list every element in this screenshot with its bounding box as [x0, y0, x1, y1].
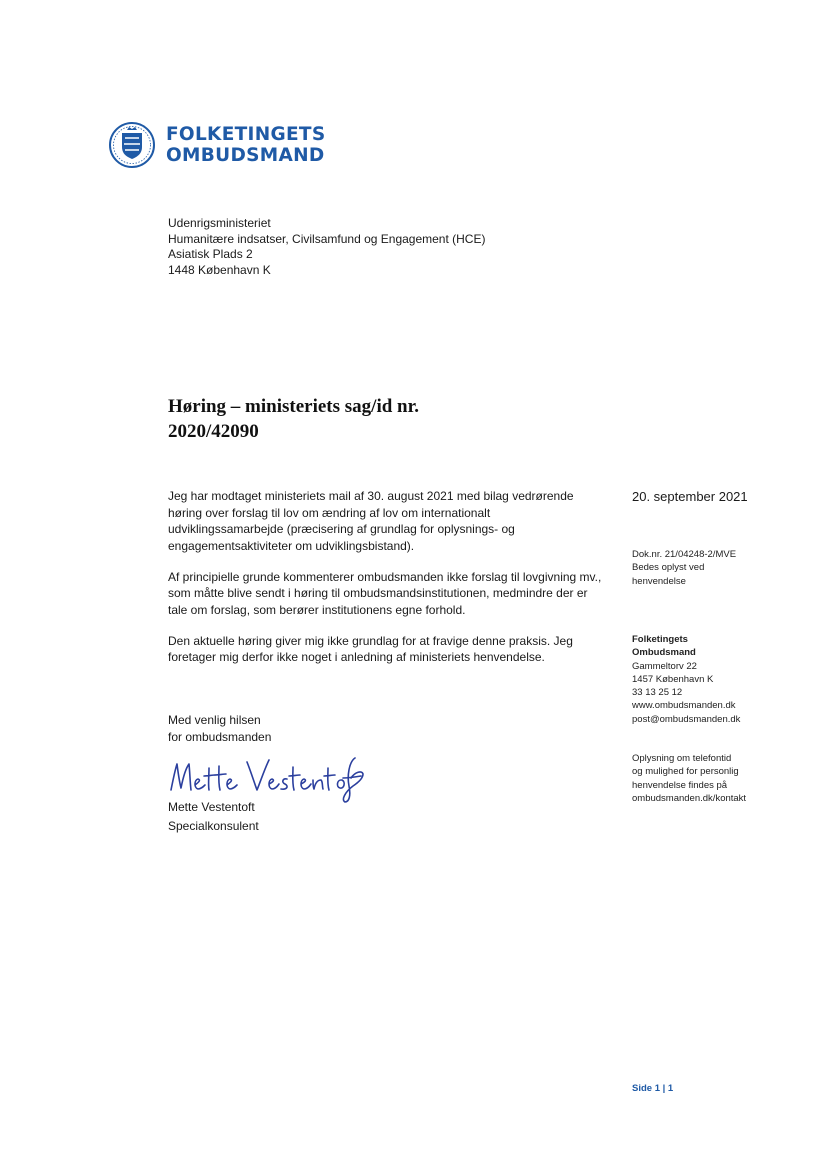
closing-on-behalf: for ombudsmanden — [168, 729, 272, 744]
signer — [168, 798, 259, 836]
contact-block — [632, 633, 740, 726]
body-paragraph: Jeg har modtaget ministeriets mail af 30. august 2021 med bilag vedrørende høring over forslag til lov om ændring af lov om internationalt udviklingssamarbejde (præcisering af grundlag for oplysnings- og engagementsaktiviteter om udviklingsbistand). — [168, 489, 574, 553]
org-name: Folketingets — [632, 634, 688, 645]
recipient-address — [168, 216, 485, 278]
contact-link[interactable]: ombudsmanden.dk/kontakt — [632, 792, 747, 804]
contact-info-note — [632, 752, 746, 805]
letter-body — [168, 488, 608, 680]
letter-date: 20. september 2021 — [632, 489, 748, 504]
doc-note: Bedes oplyst ved — [632, 562, 705, 574]
body-paragraph: Af principielle grunde kommenterer ombudsmanden ikke forslag til lovgivning mv., som måtte blive sendt i høring til ombudsmandsinstitutionen, medmindre der er tale om forslag, som berører institutionens egne forhold. — [168, 569, 602, 617]
website-link[interactable]: www.ombudsmanden.dk — [632, 700, 736, 712]
info-line: og mulighed for personlig — [632, 766, 739, 778]
recipient-line: Humanitære indsatser, Civilsamfund og Engagement (HCE) — [168, 231, 486, 246]
letter-title — [168, 394, 419, 444]
closing — [168, 712, 271, 745]
info-line: henvendelse findes på — [632, 779, 728, 791]
handwritten-signature — [165, 752, 370, 804]
doc-number: Dok.nr. 21/04248-2/MVE — [632, 549, 737, 560]
postal-city: 1457 København K — [632, 673, 714, 685]
recipient-line: 1448 København K — [168, 262, 271, 277]
logo-line-2: OMBUDSMAND — [166, 145, 325, 166]
recipient-line: Asiatisk Plads 2 — [168, 247, 253, 261]
page-number: Side 1 | 1 — [632, 1083, 674, 1094]
email-link[interactable]: post@ombudsmanden.dk — [632, 713, 741, 725]
coat-of-arms-icon — [108, 121, 156, 169]
closing-greeting: Med venlig hilsen — [168, 713, 261, 727]
doc-note: henvendelse — [632, 575, 686, 587]
street-address: Gammeltorv 22 — [632, 660, 697, 672]
body-paragraph: Den aktuelle høring giver mig ikke grundlag for at fravige denne praksis. Jeg foretager mig derfor ikke noget i anledning af ministeriets henvendelse. — [168, 633, 573, 664]
title-line-2: 2020/42090 — [168, 421, 259, 442]
phone-number: 33 13 25 12 — [632, 687, 683, 699]
title-line-1: Høring – ministeriets sag/id nr. — [168, 396, 420, 417]
recipient-line: Udenrigsministeriet — [168, 216, 271, 230]
logo — [108, 121, 325, 169]
org-name: Ombudsmand — [632, 647, 696, 659]
info-line: Oplysning om telefontid — [632, 753, 732, 764]
document-reference — [632, 548, 736, 588]
signer-name: Mette Vestentoft — [168, 800, 255, 814]
logo-line-1: FOLKETINGETS — [166, 124, 326, 145]
signer-role: Specialkonsulent — [168, 819, 259, 833]
